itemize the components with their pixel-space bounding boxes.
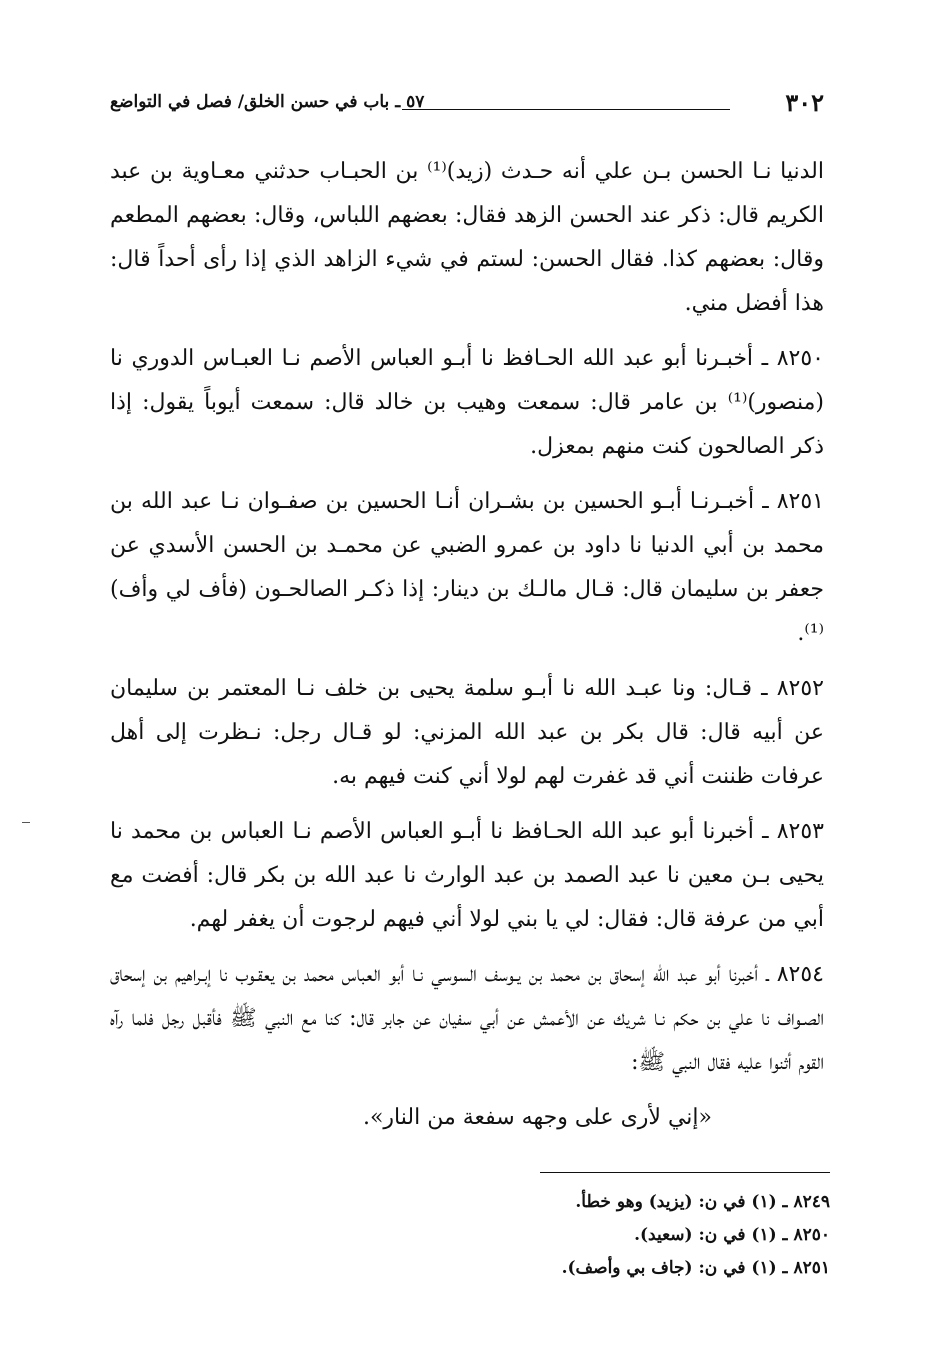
footnote-8251: ٨٢٥١ ـ (١) في ن: (جاف بي وأصف). xyxy=(561,1258,830,1278)
paragraph-8252: ٨٢٥٢ ـ قـال: ونا عبـد الله نا أبـو سلمة يحيى بن خلف نـا المعتمر بن سليمان عن أبيه قال: قال بكر بن عبد الله المزني: لو قـال رجل: نـظرت إلى أهل عرفات ظننت أني قد غفرت لهم لولا أني كنت فيهم به. xyxy=(110,676,824,789)
main-text xyxy=(110,150,824,1151)
paragraph-8254: ٨٢٥٤ ـ أخبرنا أبو عبد الله إسحاق بن محمد بن يـوسف السوسي نـا أبو العباس محمد بن يعقـوب نا إبـراهيم بن إسحاق الصـواف نا علي بن حكم نـا شريك عن الأعمش عن أبي سفيان عن جابر قال: كنا مع النبي ﷺ فأقبل رجل فلما رآه القوم أثنوا عليه فقال النبي ﷺ: xyxy=(110,962,824,1075)
chapter-title: ٥٧ ـ باب في حسن الخلق/ فصل في التواضع xyxy=(110,92,425,112)
header-rule xyxy=(402,109,730,110)
footnote-rule xyxy=(540,1172,830,1173)
paragraph-continuation: الدنيا نـا الحسن بـن علي أنه حـدث (زيد)⁽¹⁾ بن الحبـاب حدثني معـاوية بن عبد الكريم قال: ذكر عند الحسن الزهد فقال: بعضهم اللباس، وقال: بعضهم المطعم وقال: بعضهم كذا. فقال الحسن: لستم في شيء الزاهد الذي إذا رأى أحداً قال: هذا أفضل مني. xyxy=(110,159,825,316)
hadith-quote: «إني لأرى على وجهه سفعة من النار». xyxy=(362,1105,712,1130)
page-number: ٣٠٢ xyxy=(785,88,824,117)
running-header xyxy=(110,88,824,128)
footnote-8249: ٨٢٤٩ ـ (١) في ن: (يزيد) وهو خطأ. xyxy=(575,1192,830,1212)
footnotes xyxy=(330,1186,830,1285)
paragraph-8250: ٨٢٥٠ ـ أخبـرنا أبو عبد الله الحـافظ نا أبـو العباس الأصم نـا العبـاس الدوري نا (منصور)⁽¹⁾ بن عامر قال: سمعت وهيب بن خالد قال: سمعت أيوباً يقول: إذا ذكر الصالحون كنت منهم بمعزل. xyxy=(110,346,824,459)
footnote-8250: ٨٢٥٠ ـ (١) في ن: (سعيد). xyxy=(634,1225,830,1245)
paragraph-8251: ٨٢٥١ ـ أخبـرنـا أبـو الحسين بن بشـران أنـا الحسين بن صفـوان نـا عبد الله بن محمد بن أبي الدنيا نا داود بن عمرو الضبي عن محمـد بن الحسن الأسدي عن جعفر بن سليمان قال: قـال مالـك بن دينار: إذا ذكـر الصالحـون (فأف لي وأف)⁽¹⁾. xyxy=(110,489,824,646)
margin-mark xyxy=(22,822,30,823)
paragraph-8253: ٨٢٥٣ ـ أخبرنا أبو عبد الله الحـافظ نا أبـو العباس الأصم نـا العباس بن محمد نا يحيى بـن معين نا عبد الصمد بن عبد الوارث نا عبد الله بن بكر قال: أفضت مع أبي من عرفة قال: فقال: لي يا بني لولا أني فيهم لرجوت أن يغفر لهم. xyxy=(110,819,824,932)
